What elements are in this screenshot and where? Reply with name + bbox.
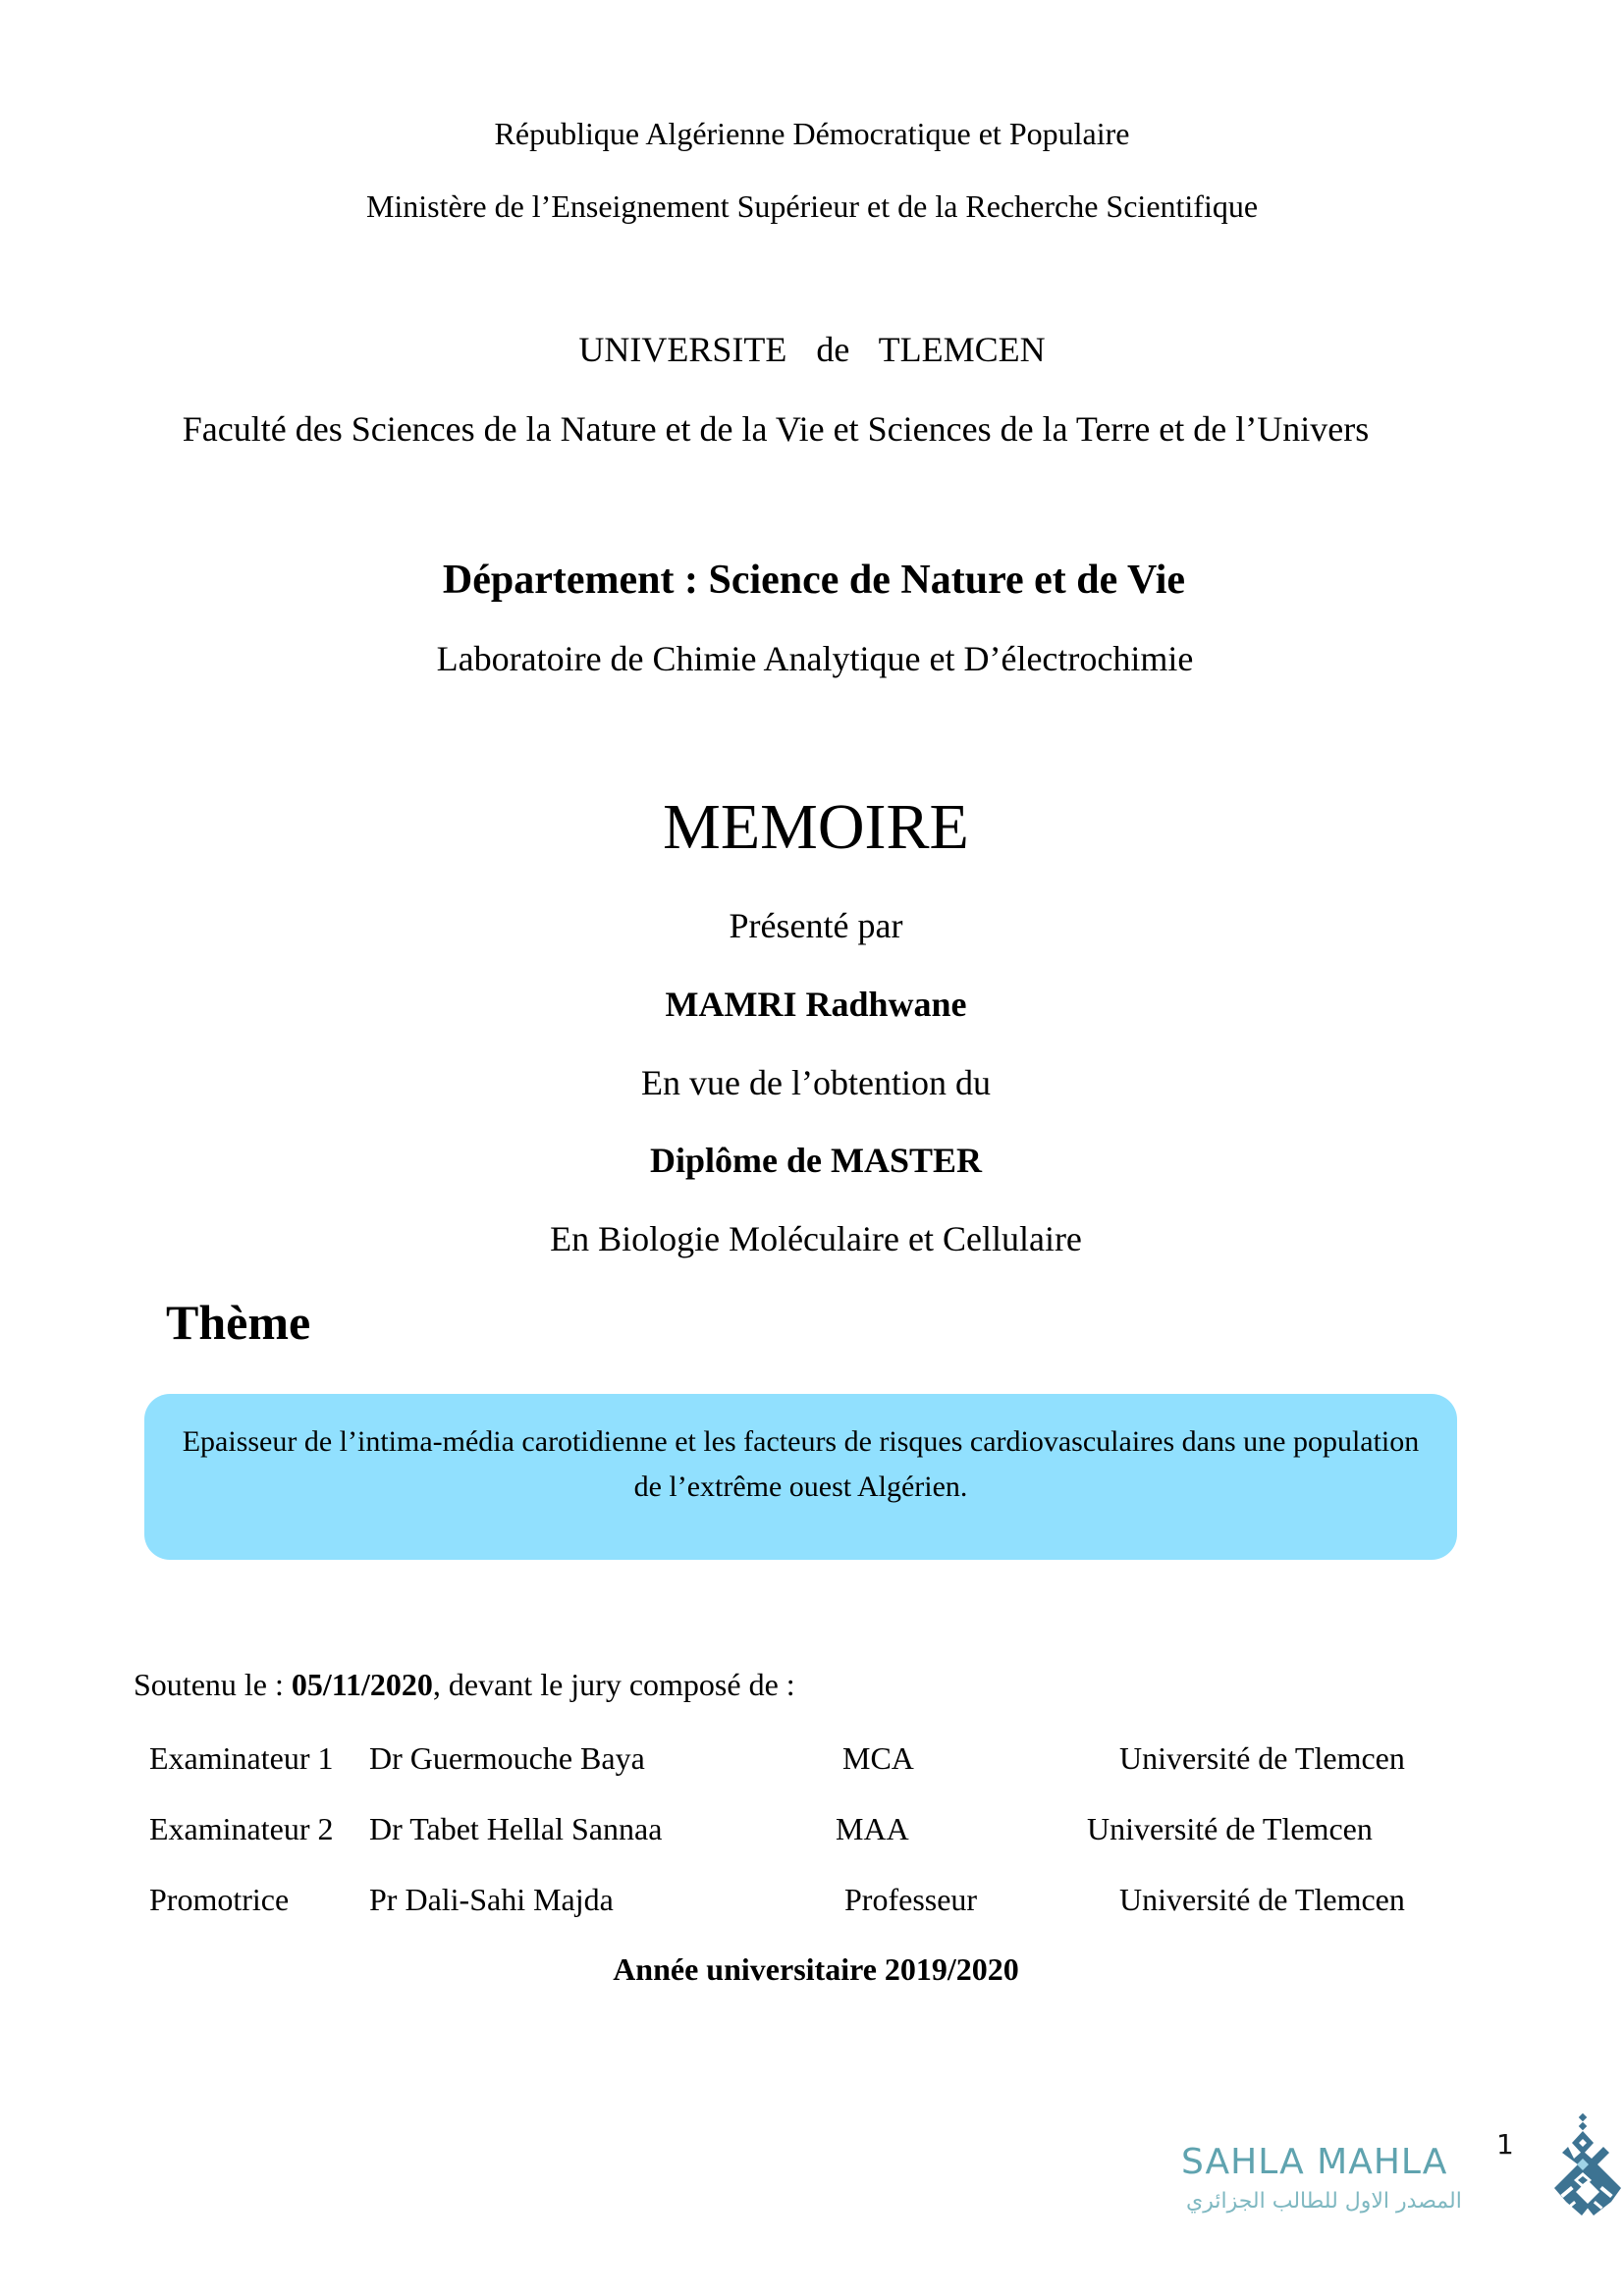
jury-institution: Université de Tlemcen [1119,1740,1405,1776]
author-name: MAMRI Radhwane [665,985,967,1024]
defense-prefix: Soutenu le : [134,1667,292,1702]
jury-row [0,1811,1624,1850]
department-name: Département : Science de Nature et de Vie [442,558,1186,603]
theme-text: Epaisseur de l’intima-média carotidienne et les facteurs de risques cardiovasculaires dans une population de l’extrême ouest Algérien. [182,1425,1420,1503]
jury-role: Examinateur 2 [149,1811,334,1846]
theme-box [144,1394,1457,1560]
jury-role: Examinateur 1 [149,1740,334,1776]
jury-row [0,1740,1624,1780]
logo-title: SAHLA MAHLA [1181,2142,1448,2182]
ministry-name: Ministère de l’Enseignement Supérieur et de la Recherche Scientifique [365,188,1259,224]
jury-name: Dr Guermouche Baya [369,1740,645,1776]
defense-line [134,1667,795,1703]
jury-grade: Professeur [844,1882,978,1917]
presented-by-label: Présenté par [729,906,903,945]
jury-row [0,1882,1624,1921]
page-number: 1 [1496,2128,1514,2161]
laboratory-name: Laboratoire de Chimie Analytique et D’électrochimie [436,639,1194,678]
purpose-label: En vue de l’obtention du [641,1063,991,1102]
jury-institution: Université de Tlemcen [1087,1811,1373,1846]
sahla-mahla-emblem-icon [1552,2113,1623,2217]
logo-subtitle: المصدر الاول للطالب الجزائري [1186,2189,1462,2214]
academic-year: Année universitaire 2019/2020 [613,1951,1019,1987]
theme-heading: Thème [166,1295,311,1350]
sahla-mahla-logo [1178,2110,1624,2228]
university-name: UNIVERSITE de TLEMCEN [578,330,1046,369]
jury-grade: MCA [842,1740,914,1776]
degree-name: Diplôme de MASTER [649,1141,982,1180]
faculty-name: Faculté des Sciences de la Nature et de la Vie et Sciences de la Terre et de l’Univers [182,409,1370,449]
specialty-name: En Biologie Moléculaire et Cellulaire [550,1219,1082,1258]
defense-date: 05/11/2020 [291,1667,433,1702]
jury-name: Dr Tabet Hellal Sannaa [369,1811,663,1846]
document-type-title: MEMOIRE [663,791,969,863]
jury-institution: Université de Tlemcen [1119,1882,1405,1917]
jury-role: Promotrice [149,1882,290,1917]
defense-suffix: , devant le jury composé de : [432,1667,795,1702]
republic-name: République Algérienne Démocratique et Populaire [494,116,1130,151]
jury-grade: MAA [836,1811,909,1846]
jury-name: Pr Dali-Sahi Majda [369,1882,614,1917]
